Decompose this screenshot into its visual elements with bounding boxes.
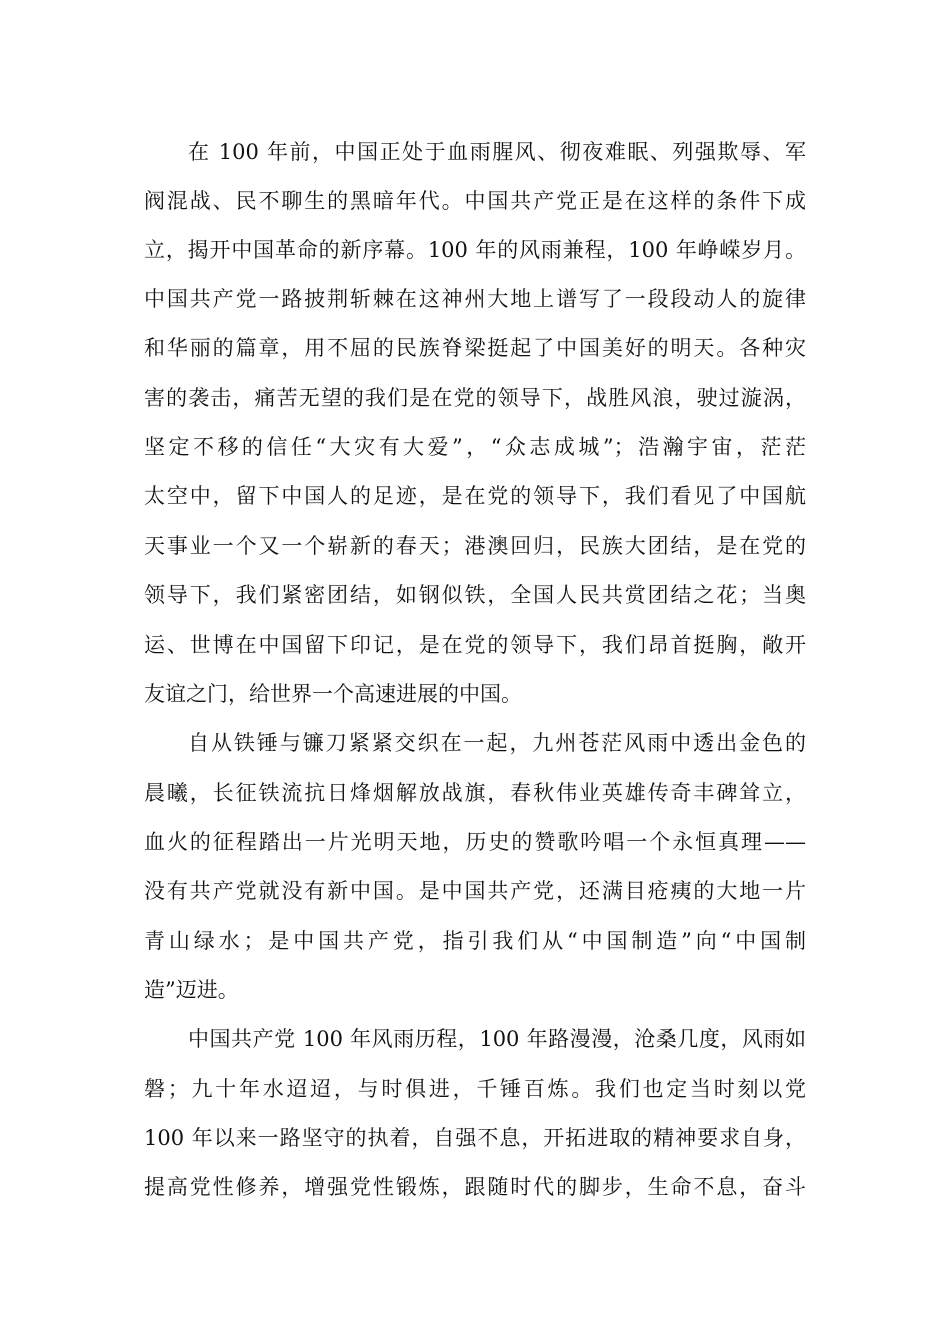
text-line: 磐；九十年水迢迢，与时俱进，千锤百炼。我们也定当时刻以党 xyxy=(144,1077,806,1101)
text-line: 和华丽的篇章，用不屈的民族脊梁挺起了中国美好的明天。各种灾 xyxy=(144,336,806,360)
text-line: 阀混战、民不聊生的黑暗年代。中国共产党正是在这样的条件下成 xyxy=(144,189,806,213)
text-line: 友谊之门，给世界一个高速进展的中国。 xyxy=(144,682,522,706)
text-line: 中国共产党 100 年风雨历程，100 年路漫漫，沧桑几度，风雨如 xyxy=(188,1027,806,1051)
text-line: 坚定不移的信任“大灾有大爱”，“众志成城”；浩瀚宇宙，茫茫 xyxy=(144,435,806,459)
text-line: 天事业一个又一个崭新的春天；港澳回归，民族大团结，是在党的 xyxy=(144,534,806,558)
text-line: 太空中，留下中国人的足迹，是在党的领导下，我们看见了中国航 xyxy=(144,484,806,508)
text-line: 在 100 年前，中国正处于血雨腥风、彻夜难眠、列强欺辱、军 xyxy=(188,140,806,164)
text-line: 领导下，我们紧密团结，如钢似铁，全国人民共赏团结之花；当奥 xyxy=(144,583,806,607)
text-line: 立，揭开中国革命的新序幕。100 年的风雨兼程，100 年峥嵘岁月。 xyxy=(144,238,806,262)
text-line: 没有共产党就没有新中国。是中国共产党，还满目疮痍的大地一片 xyxy=(144,879,806,903)
text-line: 害的袭击，痛苦无望的我们是在党的领导下，战胜风浪，驶过漩涡， xyxy=(144,386,806,410)
text-line: 运、世博在中国留下印记，是在党的领导下，我们昂首挺胸，敞开 xyxy=(144,633,806,657)
text-line: 青山绿水；是中国共产党，指引我们从“中国制造”向“中国制 xyxy=(144,929,806,953)
text-line: 中国共产党一路披荆斩棘在这神州大地上谱写了一段段动人的旋律 xyxy=(144,287,806,311)
text-line: 提高党性修养，增强党性锻炼，跟随时代的脚步，生命不息，奋斗 xyxy=(144,1175,806,1199)
text-line: 自从铁锤与镰刀紧紧交织在一起，九州苍茫风雨中透出金色的 xyxy=(188,731,806,755)
text-line: 晨曦，长征铁流抗日烽烟解放战旗，春秋伟业英雄传奇丰碑耸立， xyxy=(144,781,806,805)
text-line: 100 年以来一路坚守的执着，自强不息，开拓进取的精神要求自身， xyxy=(144,1126,806,1150)
text-line: 造”迈进。 xyxy=(144,978,239,1002)
text-line: 血火的征程踏出一片光明天地，历史的赞歌吟唱一个永恒真理—— xyxy=(144,830,806,854)
